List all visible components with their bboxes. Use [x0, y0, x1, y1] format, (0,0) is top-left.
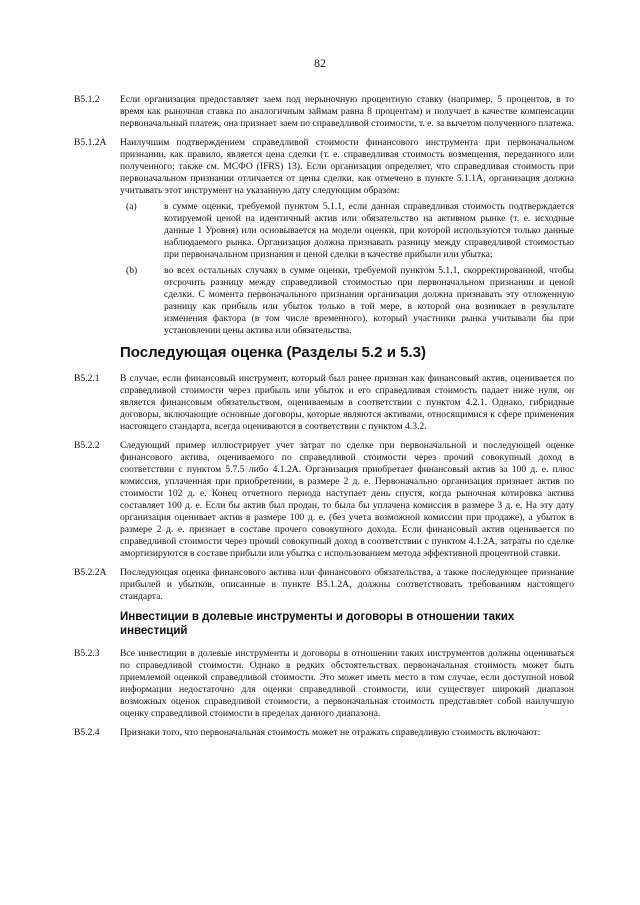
- list-item-text: во всех остальных случаях в сумме оценки, требуемой пунктом 5.1.1, скорректированной, чтобы отсрочить разницу между справедливой стоимостью при первоначальном признании и ценой сделки. С момента первоначального признания организация должна признавать эту отложенную разницу как прибыль или убыток только в той мере, в которой она возникает в результате изменения фактора (в том числе временного), который участники рынка учитывали бы при установлении цены актива или обязательства.: [164, 265, 574, 336]
- paragraph-b522: [74, 440, 574, 560]
- page-number: 82: [314, 56, 326, 70]
- paragraph-b522a: [74, 567, 574, 603]
- section-heading-subsequent: Последующая оценка (Разделы 5.2 и 5.3): [120, 344, 426, 361]
- paragraph-number: B5.2.3: [74, 648, 100, 659]
- paragraph-b512a: [74, 137, 574, 337]
- paragraph-b512: [74, 94, 574, 130]
- page-content: [74, 94, 574, 746]
- paragraph-text: Последующая оценка финансового актива или финансового обязательства, а также последующее признание прибылей и убытков, описанные в пункте B5.1.2А, должны соответствовать требованиям настоящего стандарта.: [120, 567, 574, 602]
- paragraph-text: Признаки того, что первоначальная стоимость может не отражать справедливую стоимость включают:: [120, 727, 541, 738]
- paragraph-number: B5.2.1: [74, 373, 100, 384]
- paragraph-number: B5.2.2: [74, 440, 100, 451]
- list-item-a: [120, 201, 574, 261]
- paragraph-number: B5.2.4: [74, 727, 100, 738]
- list-item-b: [120, 265, 574, 337]
- paragraph-text: Следующий пример иллюстрирует учет затрат по сделке при первоначальной и последующей оценке финансового актива, оцениваемого по справедливой стоимости через прочий совокупный доход в соответствии с пунктом 5.7.5 либо 4.1.2А. Организация приобретает финансовый актив за 100 д. е. плюс комиссия, уплаченная при приобретении, в размере 2 д. е. Первоначально организация признает актив по стоимости 102 д. е. Конец отчетного периода наступает день спустя, когда рыночная котировка актива составляет 100 д. е. Если бы актив был продан, то была бы уплачена комиссия в размере 3 д. е. На эту дату организация оценивает актив в размере 100 д. е. (без учета возможной комиссии при продаже), а убыток в размере 2 д. е. признает в составе прочего совокупного дохода. Если финансовый актив оценивается по справедливой стоимости через прочий совокупный доход в соответствии с пунктом 4.1.2А, затраты по сделке амортизируются в составе прибыли или убытка с использованием метода эффективной процентной ставки.: [120, 440, 574, 559]
- paragraph-number: B5.1.2A: [74, 137, 107, 148]
- paragraph-text: Наилучшим подтверждением справедливой стоимости финансового инструмента при первоначальном признании, как правило, является цена сделки (т. е. справедливая стоимость возмещения, переданного или полученного; также см. МСФО (IFRS) 13). Если организация определяет, что справедливая стоимость при первоначальном признании отличается от цены сделки, как отмечено в пункте 5.1.1А, организация должна учитывать этот инструмент на указанную дату следующим образом:: [120, 137, 574, 196]
- list-item-text: в сумме оценки, требуемой пунктом 5.1.1, если данная справедливая стоимость подтверждается котируемой ценой на идентичный актив или обязательство на активном рынке (т. е. исходные данные 1 Уровня) или основывается на модели оценки, при которой используются только данные наблюдаемого рынка. Организация должна признавать разницу между справедливой стоимостью при первоначальном признания и ценой сделки в качестве прибыли или убытка;: [164, 201, 574, 260]
- list-item-label: (a): [126, 201, 137, 212]
- paragraph-text: Если организация предоставляет заем под нерыночную процентную ставку (например, 5 процентов, в то время как рыночная ставка по аналогичным займам равна 8 процентам) и получает в качестве компенсации первоначальный платеж, она признает заем по справедливой стоимости, т. е. за вычетом полученного платежа.: [120, 94, 574, 129]
- paragraph-number: B5.2.2A: [74, 567, 107, 578]
- paragraph-b524: [74, 727, 574, 739]
- paragraph-b523: [74, 648, 574, 720]
- section-heading-equity: Инвестиции в долевые инструменты и договоры в отношении таких инвестиций: [120, 611, 515, 637]
- paragraph-text: Все инвестиции в долевые инструменты и договоры в отношении таких инструментов должны оцениваться по справедливой стоимости. Однако в редких обстоятельствах первоначальная стоимость может быть приемлемой оценкой справедливой стоимости. Это может иметь место в том случае, если доступной новой информации недостаточно для оценки справедливой стоимости, или существует широкий диапазон возможных оценок справедливой стоимости, а первоначальная стоимость представляет собой наилучшую оценку справедливой стоимости в пределах данного диапазона.: [120, 648, 574, 719]
- paragraph-text: В случае, если финансовый инструмент, который был ранее признан как финансовый актив, оценивается по справедливой стоимости через прибыль или убыток и его справедливая стоимость падает ниже нуля, он является финансовым обязательством, оцениваемым в соответствии с пунктом 4.2.1. Однако, гибридные договоры, включающие основные договоры, которые являются активами, относящимися к сфере применения настоящего стандарта, всегда оцениваются в соответствии с пунктом 4.3.2.: [120, 373, 574, 432]
- paragraph-b521: [74, 373, 574, 433]
- paragraph-number: B5.1.2: [74, 94, 100, 105]
- list-item-label: (b): [126, 265, 138, 276]
